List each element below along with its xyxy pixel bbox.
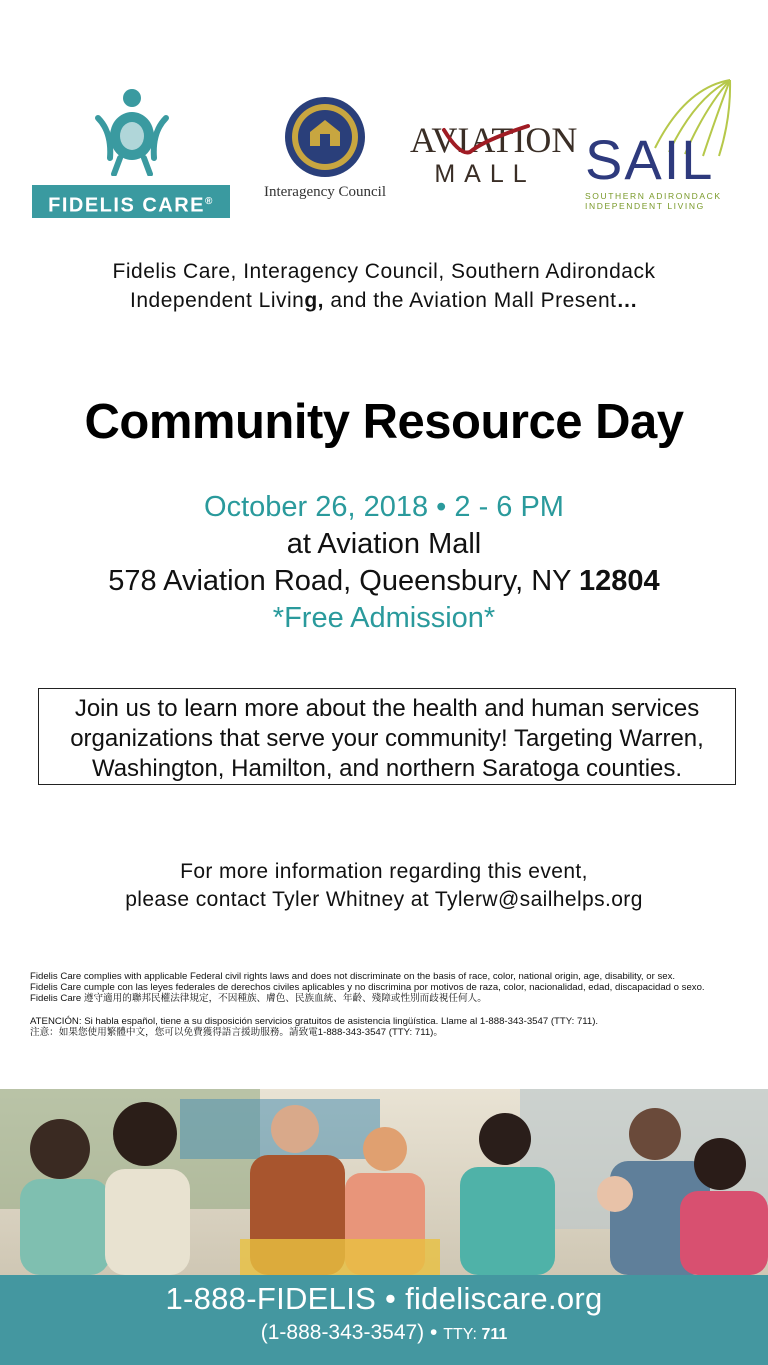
sail-wordmark: SAIL xyxy=(585,128,715,191)
interagency-council-logo xyxy=(255,96,395,208)
contact-line-2: please contact Tyler Whitney at Tylerw@sailhelps.org xyxy=(125,888,643,911)
tty-label: TTY: xyxy=(443,1326,482,1343)
legal-chinese: Fidelis Care 遵守適用的聯邦民權法律規定，不因種族、膚色、民族血統、年齡、殘障或性別而歧視任何人。 xyxy=(30,993,487,1004)
fidelis-figure-icon xyxy=(92,88,172,176)
contact-line-1: For more information regarding this event, xyxy=(180,860,588,883)
footer-phone-word[interactable]: 1-888-FIDELIS xyxy=(165,1281,377,1316)
logo-row xyxy=(0,78,768,228)
presenters-line-1: Fidelis Care, Interagency Council, Southern Adirondack xyxy=(112,260,656,283)
footer-bar xyxy=(0,1275,768,1365)
language-assist-spanish: ATENCIÓN: Si habla español, tiene a su disposición servicios gratuitos de asistencia lingüística. Llame al 1-888-343-3547 (TTY: 711). xyxy=(30,1016,599,1027)
aviation-mall-logo xyxy=(410,120,578,215)
sail-subtitle: SOUTHERN ADIRONDACK INDEPENDENT LIVING xyxy=(585,191,722,211)
description-line-3: Washington, Hamilton, and northern Saratoga counties. xyxy=(91,755,683,782)
footer-phone-number[interactable]: (1-888-343-3547) xyxy=(260,1321,425,1344)
legal-english: Fidelis Care complies with applicable Federal civil rights laws and does not discriminate on the basis of race, color, national origin, age, disability, or sex. xyxy=(30,971,676,982)
interagency-council-name: Interagency Council xyxy=(263,184,387,200)
fidelis-care-logo xyxy=(32,88,230,217)
event-venue: at Aviation Mall xyxy=(286,528,482,560)
event-admission: *Free Admission* xyxy=(272,602,496,634)
language-assist-chinese: 注意：如果您使用繁體中文，您可以免費獲得語言援助服務。請致電1-888-343-3547 (TTY: 711)。 xyxy=(30,1027,443,1038)
mall-wordmark: MALL xyxy=(434,160,536,188)
legal-notice xyxy=(30,971,750,1038)
footer-website-link[interactable]: fideliscare.org xyxy=(405,1281,603,1316)
community-photo-illustration xyxy=(0,1089,768,1275)
aviation-checkmark-icon xyxy=(440,116,530,156)
presenters-line-2: Independent Living, and the Aviation Mall Present… xyxy=(130,289,638,312)
legal-spanish: Fidelis Care cumple con las leyes federales de derechos civiles aplicables y no discrimina por motivos de raza, color, nacionalidad, edad, discapacidad o sexo. xyxy=(30,982,705,993)
fidelis-wordmark: FIDELIS CARE® xyxy=(32,185,230,218)
tty-number: 711 xyxy=(481,1326,508,1343)
event-address: 578 Aviation Road, Queensbury, NY 12804 xyxy=(108,565,660,597)
community-photo xyxy=(0,1089,768,1275)
description-line-2: organizations that serve your community! Targeting Warren, xyxy=(70,725,704,752)
interagency-seal-icon xyxy=(284,96,366,178)
footer-line-2: (1-888-343-3547) • TTY: 711 xyxy=(260,1321,508,1344)
aviation-wordmark: AVIATION xyxy=(410,120,578,160)
sail-logo xyxy=(585,78,735,213)
event-details xyxy=(0,489,768,637)
description-box xyxy=(38,688,736,785)
event-date-time: October 26, 2018 • 2 - 6 PM xyxy=(204,491,564,523)
page-title: Community Resource Day xyxy=(84,395,684,449)
contact-info xyxy=(0,858,768,914)
footer-line-1: 1-888-FIDELIS • fideliscare.org xyxy=(165,1281,603,1316)
presenters-text xyxy=(0,257,768,315)
description-line-1: Join us to learn more about the health and human services xyxy=(74,695,700,722)
